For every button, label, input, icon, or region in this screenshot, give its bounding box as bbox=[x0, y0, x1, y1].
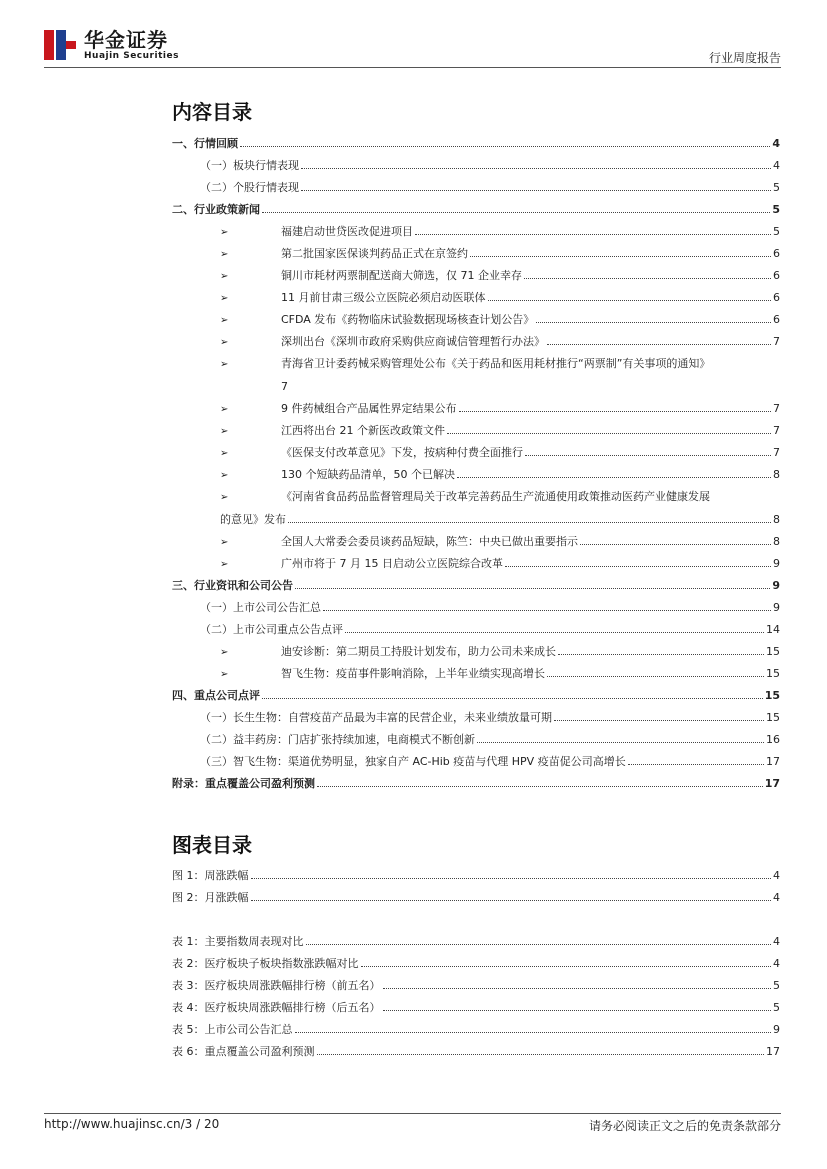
toc-entry-text: （三）智飞生物：渠道优势明显，独家自产 AC-Hib 疫苗与代理 HPV 疫苗促公司高增长 bbox=[200, 755, 626, 768]
bullet-arrow-icon: ➢ bbox=[220, 359, 229, 370]
toc-entry[interactable] bbox=[172, 729, 780, 751]
toc-entry-text: 表 2：医疗板块子板块指数涨跌幅对比 bbox=[172, 957, 359, 970]
toc-page-number: 7 bbox=[773, 446, 780, 459]
toc-page-number: 15 bbox=[766, 645, 780, 658]
logo-chinese-name: 华金证券 bbox=[84, 27, 168, 52]
toc-entry[interactable] bbox=[172, 641, 780, 663]
toc-page-number: 6 bbox=[773, 291, 780, 304]
toc-entry-text: 表 1：主要指数周表现对比 bbox=[172, 935, 304, 948]
toc-entry-text: 全国人大常委会委员谈药品短缺，陈竺：中央已做出重要指示 bbox=[281, 535, 578, 548]
toc-entry[interactable] bbox=[172, 685, 780, 707]
toc-page-number: 15 bbox=[766, 667, 780, 680]
toc-entry-text: 图 2：月涨跌幅 bbox=[172, 891, 249, 904]
toc-entry[interactable] bbox=[172, 221, 780, 243]
toc-page-number: 8 bbox=[773, 513, 780, 526]
toc-entry[interactable] bbox=[172, 133, 780, 155]
toc-page-number: 9 bbox=[773, 601, 780, 614]
toc-page-number: 6 bbox=[773, 313, 780, 326]
toc-page-number: 7 bbox=[773, 424, 780, 437]
bullet-arrow-icon: ➢ bbox=[220, 669, 229, 680]
logo-english-name: Huajin Securities bbox=[84, 50, 179, 61]
toc-entry[interactable] bbox=[172, 773, 780, 795]
toc-entry[interactable] bbox=[172, 177, 780, 199]
toc-entry[interactable] bbox=[172, 619, 780, 641]
toc-page-number: 4 bbox=[772, 137, 780, 150]
toc-entry-text: 的意见》发布 bbox=[220, 513, 286, 526]
bullet-arrow-icon: ➢ bbox=[220, 537, 229, 548]
bullet-arrow-icon: ➢ bbox=[220, 426, 229, 437]
toc-page-number: 5 bbox=[773, 225, 780, 238]
toc-page-number: 5 bbox=[773, 979, 780, 992]
toc-page-number: 4 bbox=[773, 159, 780, 172]
toc-entry[interactable] bbox=[172, 1041, 780, 1063]
toc-page-number: 9 bbox=[772, 579, 780, 592]
toc-entry-text: 智飞生物：疫苗事件影响消除，上半年业绩实现高增长 bbox=[281, 667, 545, 680]
toc-page-number: 4 bbox=[773, 935, 780, 948]
toc-entry-line bbox=[172, 509, 780, 531]
toc-entry[interactable] bbox=[172, 287, 780, 309]
dot-leader bbox=[536, 322, 771, 323]
toc-entry-text: 四、重点公司点评 bbox=[172, 689, 260, 702]
toc-entry[interactable] bbox=[172, 398, 780, 420]
toc-entry-text: 《医保支付改革意见》下发，按病种付费全面推行 bbox=[281, 446, 523, 459]
dot-leader bbox=[547, 344, 771, 345]
footer-url-page: http://www.huajinsc.cn/3 / 20 bbox=[44, 1117, 220, 1131]
dot-leader bbox=[470, 256, 771, 257]
toc-entry-text: 一、行情回顾 bbox=[172, 137, 238, 150]
toc-entry-text: 迪安诊断：第二期员工持股计划发布，助力公司未来成长 bbox=[281, 645, 556, 658]
toc-entry-text: 深圳出台《深圳市政府采购供应商诚信管理暂行办法》 bbox=[281, 335, 545, 348]
toc-entry[interactable] bbox=[172, 353, 780, 398]
toc-entry[interactable] bbox=[172, 931, 780, 953]
toc-entry[interactable] bbox=[172, 887, 780, 909]
dot-leader bbox=[301, 168, 771, 169]
footer-disclaimer: 请务必阅读正文之后的免责条款部分 bbox=[588, 1119, 781, 1133]
bullet-arrow-icon: ➢ bbox=[220, 404, 229, 415]
toc-entry-text: （一）板块行情表现 bbox=[200, 159, 299, 172]
toc-entry[interactable] bbox=[172, 420, 780, 442]
toc-entry[interactable] bbox=[172, 997, 780, 1019]
toc-page-number: 7 bbox=[773, 335, 780, 348]
dot-leader bbox=[524, 278, 771, 279]
dot-leader bbox=[251, 900, 772, 901]
dot-leader bbox=[547, 676, 764, 677]
figure-list bbox=[172, 865, 780, 909]
toc-page-number: 16 bbox=[766, 733, 780, 746]
dot-leader bbox=[505, 566, 771, 567]
bullet-arrow-icon: ➢ bbox=[220, 227, 229, 238]
toc-entry[interactable] bbox=[172, 597, 780, 619]
header-divider bbox=[44, 67, 781, 68]
toc-page-number: 17 bbox=[764, 777, 780, 790]
toc-title: 内容目录 bbox=[172, 100, 252, 124]
dot-leader bbox=[488, 300, 772, 301]
toc-entry-text: （二）个股行情表现 bbox=[200, 181, 299, 194]
toc-entry-text: 表 3：医疗板块周涨跌幅排行榜（前五名） bbox=[172, 979, 381, 992]
toc-page-number: 14 bbox=[766, 623, 780, 636]
toc-entry-text: （二）上市公司重点公告点评 bbox=[200, 623, 343, 636]
toc-entry[interactable] bbox=[172, 865, 780, 887]
toc-entry-text: 11 月前甘肃三级公立医院必须启动医联体 bbox=[281, 291, 486, 304]
bullet-arrow-icon: ➢ bbox=[220, 249, 229, 260]
bullet-arrow-icon: ➢ bbox=[220, 337, 229, 348]
toc-entry-text: 表 4：医疗板块周涨跌幅排行榜（后五名） bbox=[172, 1001, 381, 1014]
toc-entry-text: （二）益丰药房：门店扩张持续加速，电商模式不断创新 bbox=[200, 733, 475, 746]
toc-entry-text: 130 个短缺药品清单，50 个已解决 bbox=[281, 468, 455, 481]
dot-leader bbox=[240, 146, 770, 147]
dot-leader bbox=[477, 742, 764, 743]
dot-leader bbox=[262, 212, 770, 213]
dot-leader bbox=[558, 654, 764, 655]
toc-page-number: 15 bbox=[764, 689, 780, 702]
toc-entry[interactable] bbox=[172, 663, 780, 685]
toc-entry-text: 二、行业政策新闻 bbox=[172, 203, 260, 216]
dot-leader bbox=[383, 1010, 772, 1011]
toc-entry[interactable] bbox=[172, 155, 780, 177]
toc-entry[interactable] bbox=[172, 464, 780, 486]
toc-page-number: 4 bbox=[773, 869, 780, 882]
dot-leader bbox=[580, 544, 771, 545]
bullet-arrow-icon: ➢ bbox=[220, 559, 229, 570]
toc-entry-line bbox=[172, 353, 780, 376]
bullet-arrow-icon: ➢ bbox=[220, 271, 229, 282]
toc-entry-text: 江西将出台 21 个新医改政策文件 bbox=[281, 424, 445, 437]
toc-page-number: 9 bbox=[773, 1023, 780, 1036]
toc-entry[interactable] bbox=[172, 707, 780, 729]
toc-entry[interactable] bbox=[172, 1019, 780, 1041]
toc-entry-text: （一）长生生物：自营疫苗产品最为丰富的民营企业，未来业绩放量可期 bbox=[200, 711, 552, 724]
figures-title: 图表目录 bbox=[172, 833, 252, 857]
dot-leader bbox=[361, 966, 772, 967]
dot-leader bbox=[323, 610, 771, 611]
dot-leader bbox=[415, 234, 771, 235]
toc-page-number: 6 bbox=[773, 247, 780, 260]
bullet-arrow-icon: ➢ bbox=[220, 470, 229, 481]
toc-entry[interactable] bbox=[172, 243, 780, 265]
footer-divider bbox=[44, 1113, 781, 1114]
dot-leader bbox=[251, 878, 772, 879]
toc-entry[interactable] bbox=[172, 331, 780, 353]
dot-leader bbox=[301, 190, 771, 191]
toc-entry-text: 表 6：重点覆盖公司盈利预测 bbox=[172, 1045, 315, 1058]
toc-page-number: 7 bbox=[281, 380, 288, 393]
toc-page-number: 15 bbox=[766, 711, 780, 724]
bullet-arrow-icon: ➢ bbox=[220, 448, 229, 459]
dot-leader bbox=[383, 988, 772, 989]
dot-leader bbox=[288, 522, 771, 523]
company-logo bbox=[44, 28, 179, 62]
toc-entry-text: （一）上市公司公告汇总 bbox=[200, 601, 321, 614]
toc-entry-text: 铜川市耗材两票制配送商大筛选，仅 71 企业幸存 bbox=[281, 269, 522, 282]
toc-entry[interactable] bbox=[172, 309, 780, 331]
toc-page-number: 5 bbox=[773, 1001, 780, 1014]
toc-page-number: 17 bbox=[766, 1045, 780, 1058]
toc-entry-text: 表 5：上市公司公告汇总 bbox=[172, 1023, 293, 1036]
dot-leader bbox=[628, 764, 764, 765]
toc-entry-line bbox=[172, 486, 780, 509]
dot-leader bbox=[345, 632, 764, 633]
logo-mark-icon bbox=[44, 28, 78, 62]
dot-leader bbox=[295, 1032, 772, 1033]
bullet-arrow-icon: ➢ bbox=[220, 315, 229, 326]
table-of-contents bbox=[172, 133, 780, 795]
table-list bbox=[172, 931, 780, 1063]
toc-entry-text: 图 1：周涨跌幅 bbox=[172, 869, 249, 882]
toc-entry-text: 《河南省食品药品监督管理局关于改革完善药品生产流通使用政策推动医药产业健康发展 bbox=[281, 490, 710, 503]
dot-leader bbox=[554, 720, 764, 721]
toc-entry-text: 第二批国家医保谈判药品正式在京签约 bbox=[281, 247, 468, 260]
toc-page-number: 4 bbox=[773, 891, 780, 904]
toc-page-number: 5 bbox=[773, 181, 780, 194]
dot-leader bbox=[317, 786, 763, 787]
toc-entry[interactable] bbox=[172, 575, 780, 597]
toc-entry-text: 青海省卫计委药械采购管理处公布《关于药品和医用耗材推行“两票制”有关事项的通知》 bbox=[281, 357, 711, 370]
toc-entry-text: CFDA 发布《药物临床试验数据现场核查计划公告》 bbox=[281, 313, 535, 326]
toc-page-number: 7 bbox=[773, 402, 780, 415]
bullet-arrow-icon: ➢ bbox=[220, 293, 229, 304]
toc-entry-text: 三、行业资讯和公司公告 bbox=[172, 579, 293, 592]
toc-page-number: 4 bbox=[773, 957, 780, 970]
dot-leader bbox=[317, 1054, 765, 1055]
dot-leader bbox=[459, 411, 772, 412]
dot-leader bbox=[295, 588, 770, 589]
toc-page-number: 5 bbox=[772, 203, 780, 216]
dot-leader bbox=[306, 944, 772, 945]
toc-entry[interactable] bbox=[172, 199, 780, 221]
report-type: 行业周度报告 bbox=[708, 51, 781, 65]
toc-entry[interactable] bbox=[172, 975, 780, 997]
toc-entry-text: 福建启动世贷医改促进项目 bbox=[281, 225, 413, 238]
dot-leader bbox=[262, 698, 763, 699]
toc-entry-text: 9 件药械组合产品属性界定结果公布 bbox=[281, 402, 457, 415]
toc-page-number: 8 bbox=[773, 468, 780, 481]
dot-leader bbox=[447, 433, 771, 434]
toc-entry[interactable] bbox=[172, 531, 780, 553]
toc-entry[interactable] bbox=[172, 265, 780, 287]
toc-entry[interactable] bbox=[172, 553, 780, 575]
toc-entry[interactable] bbox=[172, 751, 780, 773]
toc-page-number: 17 bbox=[766, 755, 780, 768]
toc-entry[interactable] bbox=[172, 486, 780, 531]
dot-leader bbox=[525, 455, 771, 456]
toc-page-number: 9 bbox=[773, 557, 780, 570]
toc-entry-text: 附录：重点覆盖公司盈利预测 bbox=[172, 777, 315, 790]
bullet-arrow-icon: ➢ bbox=[220, 647, 229, 658]
toc-entry-text: 广州市将于 7 月 15 日启动公立医院综合改革 bbox=[281, 557, 503, 570]
dot-leader bbox=[457, 477, 771, 478]
bullet-arrow-icon: ➢ bbox=[220, 492, 229, 503]
toc-entry[interactable] bbox=[172, 442, 780, 464]
toc-entry[interactable] bbox=[172, 953, 780, 975]
toc-page-number: 6 bbox=[773, 269, 780, 282]
toc-page-number: 8 bbox=[773, 535, 780, 548]
